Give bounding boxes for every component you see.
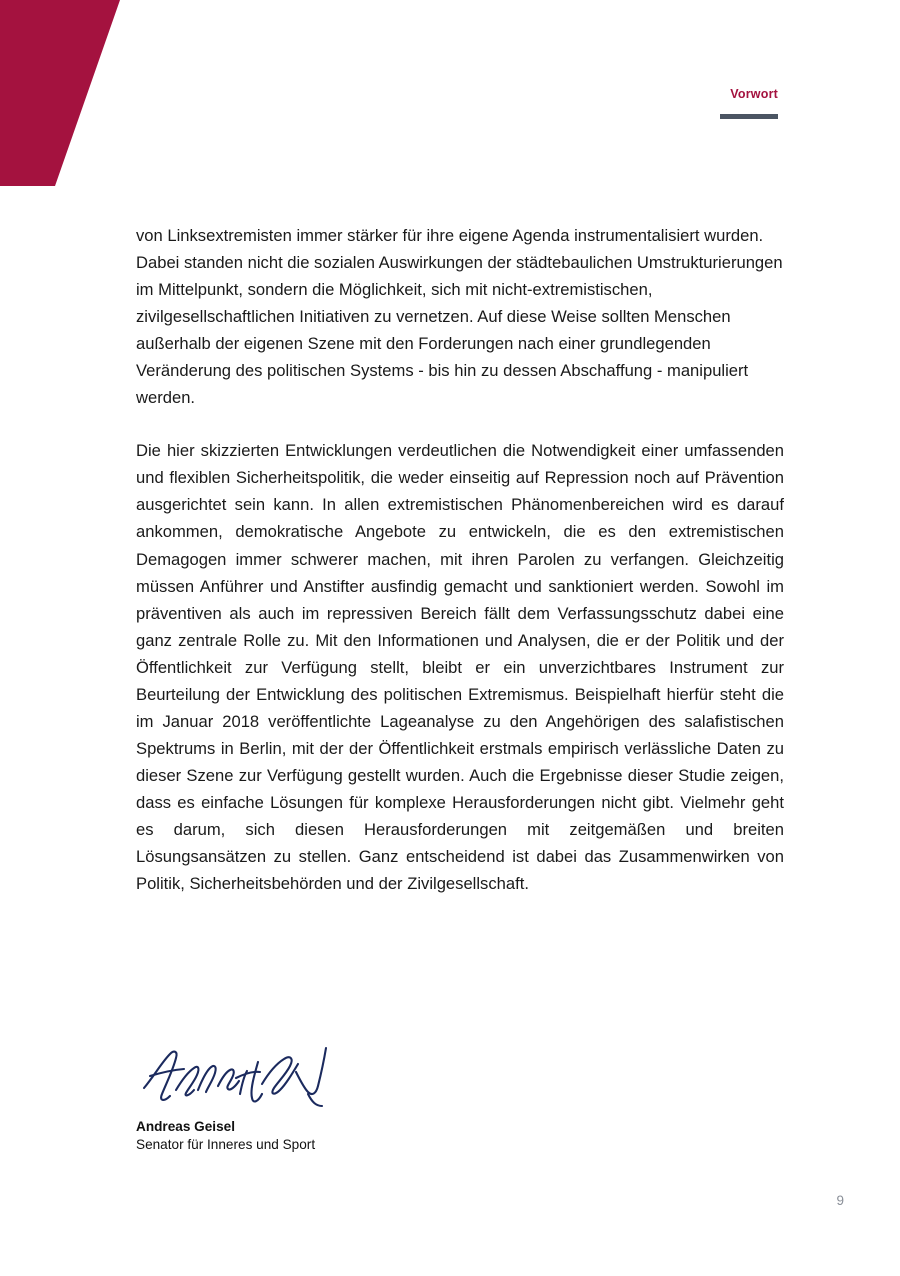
signatory-role: Senator für Inneres und Sport <box>136 1137 316 1153</box>
signature-block <box>136 1032 556 1155</box>
handwritten-signature-icon <box>140 1032 340 1114</box>
page-number: 9 <box>836 1193 844 1208</box>
paragraph: Die hier skizzierten Entwicklungen verdeutlichen die Notwendigkeit einer umfassenden und flexiblen Sicherheitspolitik, die weder einseitig auf Repression noch auf Prävention ausgerichtet sein kann. In allen extremistischen Phänomenbereichen wird es darauf ankommen, demokratische Angebote zu entwickeln, die es den extremistischen Demagogen immer schwerer machen, mit ihren Parolen zu verfangen. Gleichzeitig müssen Anführer und Anstifter ausfindig gemacht und sanktioniert werden. Sowohl im präventiven als auch im repressiven Bereich fällt dem Verfassungsschutz dabei eine ganz zentrale Rolle zu. Mit den Informationen und Analysen, die er der Politik und der Öffentlichkeit zur Verfügung stellt, bleibt er ein unverzichtbares Instrument zur Beurteilung der Entwicklung des politischen Extremismus. Beispielhaft hierfür steht die im Januar 2018 veröffentlichte Lageanalyse zu den Angehörigen des salafistischen Spektrums in Berlin, mit der der Öffentlichkeit erstmals empirisch verlässliche Daten zu dieser Szene zur Verfügung gestellt wurden. Auch die Ergebnisse dieser Studie zeigen, dass es einfache Lösungen für komplexe Herausforderungen nicht gibt. Vielmehr geht es darum, sich diesen Herausforderungen mit zeitgemäßen und breiten Lösungsansätzen zu stellen. Ganz entscheidend ist dabei das Zusammenwirken von Politik, Sicherheitsbehörden und der Zivilgesellschaft. <box>136 441 784 894</box>
running-head-label: Vorwort <box>730 87 778 101</box>
signatory-name: Andreas Geisel <box>136 1119 235 1134</box>
paragraph: von Linksextremisten immer stärker für ihre eigene Agenda instrumentalisiert wurden. Dabei standen nicht die sozialen Auswirkungen der städtebaulichen Umstrukturierungen im Mittelpunkt, sondern die Möglichkeit, sich mit nicht-extremistischen, zivilgesellschaftlichen Initiativen zu vernetzen. Auf diese Weise sollten Menschen außerhalb der eigenen Szene mit den Forderungen nach einer grundlegenden Veränderung des politischen Systems - bis hin zu dessen Abschaffung - manipuliert werden. <box>136 226 783 408</box>
body-text-column <box>136 222 784 897</box>
running-head <box>720 88 778 119</box>
running-head-rule <box>720 114 778 119</box>
decorative-corner-shape <box>0 0 120 186</box>
